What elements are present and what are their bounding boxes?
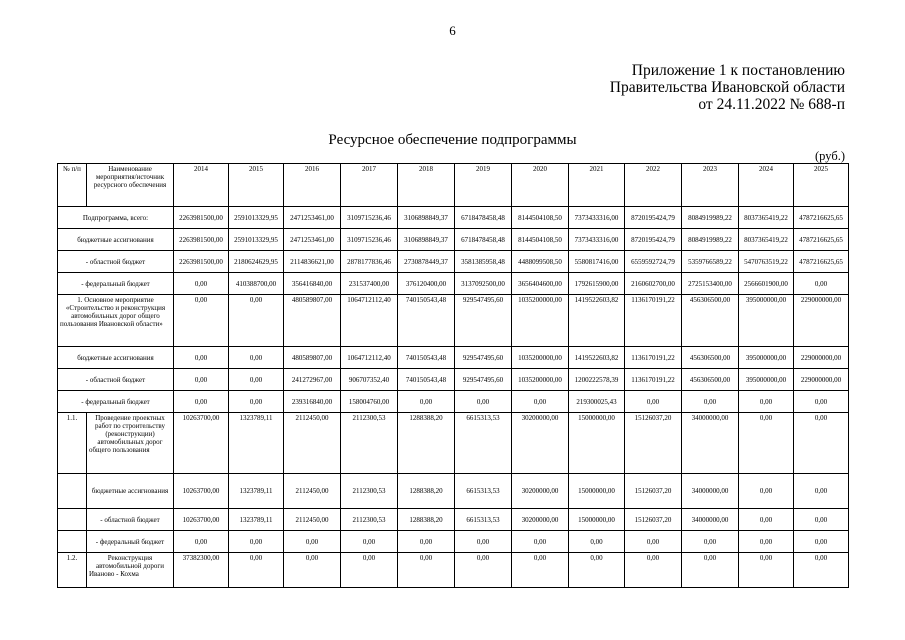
row-value: 929547495,60: [455, 369, 512, 391]
row-value: 1035200000,00: [512, 295, 569, 347]
row-value: 0,00: [739, 553, 794, 588]
row-value: 6718478458,48: [455, 229, 512, 251]
table-header-row: [58, 164, 849, 207]
row-value: 5359766589,22: [682, 251, 739, 273]
row-value: 0,00: [174, 531, 229, 553]
row-value: 1136170191,22: [625, 295, 682, 347]
row-value: 1419522603,82: [569, 347, 625, 369]
row-value: 0,00: [229, 295, 284, 347]
header-year: 2019: [455, 164, 512, 207]
row-label: - федеральный бюджет: [58, 273, 174, 295]
header-year: 2018: [398, 164, 455, 207]
row-value: 0,00: [284, 553, 341, 588]
row-value: 34000000,00: [682, 413, 739, 474]
row-label: бюджетные ассигнования: [58, 347, 174, 369]
row-value: 0,00: [794, 474, 849, 509]
row-label: - областной бюджет: [58, 369, 174, 391]
row-value: 480589807,00: [284, 295, 341, 347]
row-value: 0,00: [569, 553, 625, 588]
row-value: 8037365419,22: [739, 207, 794, 229]
row-value: 2591013329,95: [229, 229, 284, 251]
row-value: 0,00: [455, 553, 512, 588]
row-value: 2730878449,37: [398, 251, 455, 273]
row-value: 158004760,00: [341, 391, 398, 413]
row-value: 740150543,48: [398, 347, 455, 369]
table-row: [58, 347, 849, 369]
row-value: 3656404600,00: [512, 273, 569, 295]
row-value: 2878177836,46: [341, 251, 398, 273]
row-value: 1035200000,00: [512, 369, 569, 391]
row-value: 3106898849,37: [398, 229, 455, 251]
row-value: 229000000,00: [794, 347, 849, 369]
row-value: 1419522603,82: [569, 295, 625, 347]
table-row: [58, 207, 849, 229]
row-value: 0,00: [625, 391, 682, 413]
row-value: 0,00: [794, 391, 849, 413]
row-value: 0,00: [174, 273, 229, 295]
row-value: 0,00: [174, 391, 229, 413]
table-body: [58, 207, 849, 588]
row-value: 2263981500,00: [174, 229, 229, 251]
resource-table: [57, 163, 849, 588]
row-value: 0,00: [625, 531, 682, 553]
row-value: 0,00: [341, 553, 398, 588]
row-value: 10263700,00: [174, 474, 229, 509]
row-value: 1792615900,00: [569, 273, 625, 295]
row-value: 0,00: [682, 391, 739, 413]
table-row: [58, 413, 849, 474]
table-row: [58, 509, 849, 531]
row-value: 0,00: [569, 531, 625, 553]
row-value: 6718478458,48: [455, 207, 512, 229]
row-value: 3581385958,48: [455, 251, 512, 273]
row-value: 0,00: [229, 531, 284, 553]
row-value: 0,00: [739, 509, 794, 531]
row-value: 6559592724,79: [625, 251, 682, 273]
row-value: 356416840,00: [284, 273, 341, 295]
row-value: 3109715236,46: [341, 207, 398, 229]
row-value: 0,00: [229, 347, 284, 369]
table-row: [58, 553, 849, 588]
appendix-reference: [610, 62, 845, 113]
row-value: 2471253461,00: [284, 207, 341, 229]
row-value: 2112450,00: [284, 509, 341, 531]
row-value: 1035200000,00: [512, 347, 569, 369]
row-value: 10263700,00: [174, 509, 229, 531]
row-value: 2160602700,00: [625, 273, 682, 295]
row-value: 3137092500,00: [455, 273, 512, 295]
row-value: 30200000,00: [512, 413, 569, 474]
row-label: 1. Основное мероприятие «Строительство и реконструкция автомобильных дорог общего пользования Ивановской области»: [58, 295, 174, 347]
table-row: [58, 531, 849, 553]
row-value: 0,00: [512, 391, 569, 413]
row-value: 0,00: [455, 531, 512, 553]
row-value: 15000000,00: [569, 413, 625, 474]
row-value: 1288388,20: [398, 413, 455, 474]
row-value: 34000000,00: [682, 509, 739, 531]
row-value: 2112300,53: [341, 509, 398, 531]
row-value: 4787216625,65: [794, 251, 849, 273]
row-value: 8144504108,50: [512, 207, 569, 229]
row-value: 15126037,20: [625, 413, 682, 474]
row-value: 2725153400,00: [682, 273, 739, 295]
row-value: 8084919989,22: [682, 229, 739, 251]
row-value: 456306500,00: [682, 295, 739, 347]
row-number: [58, 509, 87, 531]
row-label: бюджетные ассигнования: [87, 474, 174, 509]
row-value: 30200000,00: [512, 509, 569, 531]
row-value: 0,00: [794, 509, 849, 531]
table-row: [58, 369, 849, 391]
table-row: [58, 273, 849, 295]
row-value: 456306500,00: [682, 347, 739, 369]
row-value: 8720195424,79: [625, 229, 682, 251]
page-number: 6: [449, 23, 456, 38]
row-label: Реконструкция автомобильной дороги Иваново - Кохма: [87, 553, 174, 588]
row-value: 1136170191,22: [625, 347, 682, 369]
row-value: 0,00: [229, 553, 284, 588]
row-value: 8720195424,79: [625, 207, 682, 229]
row-value: 5580817416,00: [569, 251, 625, 273]
header-year: 2023: [682, 164, 739, 207]
row-label: - федеральный бюджет: [87, 531, 174, 553]
row-value: 456306500,00: [682, 369, 739, 391]
row-value: 241272967,00: [284, 369, 341, 391]
row-value: 1323789,11: [229, 509, 284, 531]
row-value: 0,00: [398, 391, 455, 413]
row-value: 0,00: [794, 273, 849, 295]
row-value: 0,00: [398, 531, 455, 553]
row-value: 0,00: [739, 391, 794, 413]
row-value: 929547495,60: [455, 295, 512, 347]
row-value: 229000000,00: [794, 369, 849, 391]
header-num: № п/п: [58, 164, 87, 207]
row-value: 1136170191,22: [625, 369, 682, 391]
row-value: 4787216625,65: [794, 207, 849, 229]
appendix-line-2: Правительства Ивановской области: [609, 79, 845, 96]
row-value: 2114836621,00: [284, 251, 341, 273]
row-label: - областной бюджет: [58, 251, 174, 273]
row-value: 37382300,00: [174, 553, 229, 588]
header-year: 2017: [341, 164, 398, 207]
row-value: 0,00: [284, 531, 341, 553]
row-value: 6615313,53: [455, 474, 512, 509]
row-value: 395000000,00: [739, 369, 794, 391]
row-value: 3109715236,46: [341, 229, 398, 251]
row-value: 239316840,00: [284, 391, 341, 413]
row-value: 0,00: [794, 413, 849, 474]
row-value: 1323789,11: [229, 413, 284, 474]
row-value: 2112300,53: [341, 474, 398, 509]
row-value: 0,00: [455, 391, 512, 413]
row-value: 7373433316,00: [569, 229, 625, 251]
row-label: Проведение проектных работ по строительству (реконструкции) автомобильных дорог общего пользования: [87, 413, 174, 474]
row-value: 2180624629,95: [229, 251, 284, 273]
row-value: 480589807,00: [284, 347, 341, 369]
row-value: 1200222578,39: [569, 369, 625, 391]
row-number: 1.1.: [58, 413, 87, 474]
row-value: 2263981500,00: [174, 207, 229, 229]
row-value: 1288388,20: [398, 474, 455, 509]
row-value: 1323789,11: [229, 474, 284, 509]
row-value: 15000000,00: [569, 474, 625, 509]
row-value: 231537400,00: [341, 273, 398, 295]
row-value: 15126037,20: [625, 474, 682, 509]
row-label: - федеральный бюджет: [58, 391, 174, 413]
row-value: 0,00: [341, 531, 398, 553]
row-value: 6615313,53: [455, 413, 512, 474]
row-value: 2112450,00: [284, 474, 341, 509]
row-value: 4787216625,65: [794, 229, 849, 251]
row-value: 0,00: [739, 474, 794, 509]
appendix-line-1: Приложение 1 к постановлению: [631, 62, 845, 79]
row-value: 740150543,48: [398, 295, 455, 347]
row-value: 34000000,00: [682, 474, 739, 509]
row-value: 0,00: [739, 531, 794, 553]
row-value: 0,00: [682, 553, 739, 588]
row-value: 395000000,00: [739, 295, 794, 347]
table-row: [58, 229, 849, 251]
row-label: - областной бюджет: [87, 509, 174, 531]
row-value: 0,00: [794, 531, 849, 553]
currency-unit: (руб.): [815, 149, 845, 163]
row-value: 4488099508,50: [512, 251, 569, 273]
row-value: 0,00: [512, 553, 569, 588]
table-row: [58, 295, 849, 347]
row-value: 740150543,48: [398, 369, 455, 391]
header-year: 2024: [739, 164, 794, 207]
row-number: [58, 474, 87, 509]
row-value: 0,00: [625, 553, 682, 588]
row-label: Подпрограмма, всего:: [58, 207, 174, 229]
row-value: 0,00: [229, 391, 284, 413]
row-value: 0,00: [174, 347, 229, 369]
row-number: 1.2.: [58, 553, 87, 588]
row-value: 0,00: [794, 553, 849, 588]
table-row: [58, 251, 849, 273]
row-value: 1064712112,40: [341, 295, 398, 347]
row-value: 8084919989,22: [682, 207, 739, 229]
row-label: бюджетные ассигнования: [58, 229, 174, 251]
row-value: 7373433316,00: [569, 207, 625, 229]
row-value: 0,00: [682, 531, 739, 553]
appendix-line-3: от 24.11.2022 № 688-п: [698, 96, 845, 113]
header-year: 2015: [229, 164, 284, 207]
row-value: 2112450,00: [284, 413, 341, 474]
row-value: 0,00: [512, 531, 569, 553]
header-name: Наименование мероприятия/источник ресурсного обеспечения: [87, 164, 174, 207]
row-value: 2566601900,00: [739, 273, 794, 295]
row-value: 1288388,20: [398, 509, 455, 531]
header-year: 2020: [512, 164, 569, 207]
row-value: 0,00: [398, 553, 455, 588]
header-year: 2022: [625, 164, 682, 207]
table-row: [58, 474, 849, 509]
row-value: 219300025,43: [569, 391, 625, 413]
row-value: 929547495,60: [455, 347, 512, 369]
row-value: 395000000,00: [739, 347, 794, 369]
row-value: 0,00: [174, 295, 229, 347]
row-value: 0,00: [739, 413, 794, 474]
header-year: 2025: [794, 164, 849, 207]
row-value: 8144504108,50: [512, 229, 569, 251]
row-value: 0,00: [174, 369, 229, 391]
row-value: 0,00: [229, 369, 284, 391]
row-value: 8037365419,22: [739, 229, 794, 251]
row-value: 229000000,00: [794, 295, 849, 347]
row-value: 10263700,00: [174, 413, 229, 474]
row-value: 2471253461,00: [284, 229, 341, 251]
row-value: 5470763519,22: [739, 251, 794, 273]
row-value: 2263981500,00: [174, 251, 229, 273]
row-value: 1064712112,40: [341, 347, 398, 369]
row-value: 2112300,53: [341, 413, 398, 474]
row-value: 30200000,00: [512, 474, 569, 509]
row-value: 3106898849,37: [398, 207, 455, 229]
row-value: 15000000,00: [569, 509, 625, 531]
table-row: [58, 391, 849, 413]
row-value: 6615313,53: [455, 509, 512, 531]
row-value: 410388700,00: [229, 273, 284, 295]
row-value: 376120400,00: [398, 273, 455, 295]
header-year: 2016: [284, 164, 341, 207]
row-value: 2591013329,95: [229, 207, 284, 229]
row-number: [58, 531, 87, 553]
header-year: 2014: [174, 164, 229, 207]
header-year: 2021: [569, 164, 625, 207]
row-value: 906707352,40: [341, 369, 398, 391]
row-value: 15126037,20: [625, 509, 682, 531]
document-title: Ресурсное обеспечение подпрограммы: [328, 132, 577, 148]
